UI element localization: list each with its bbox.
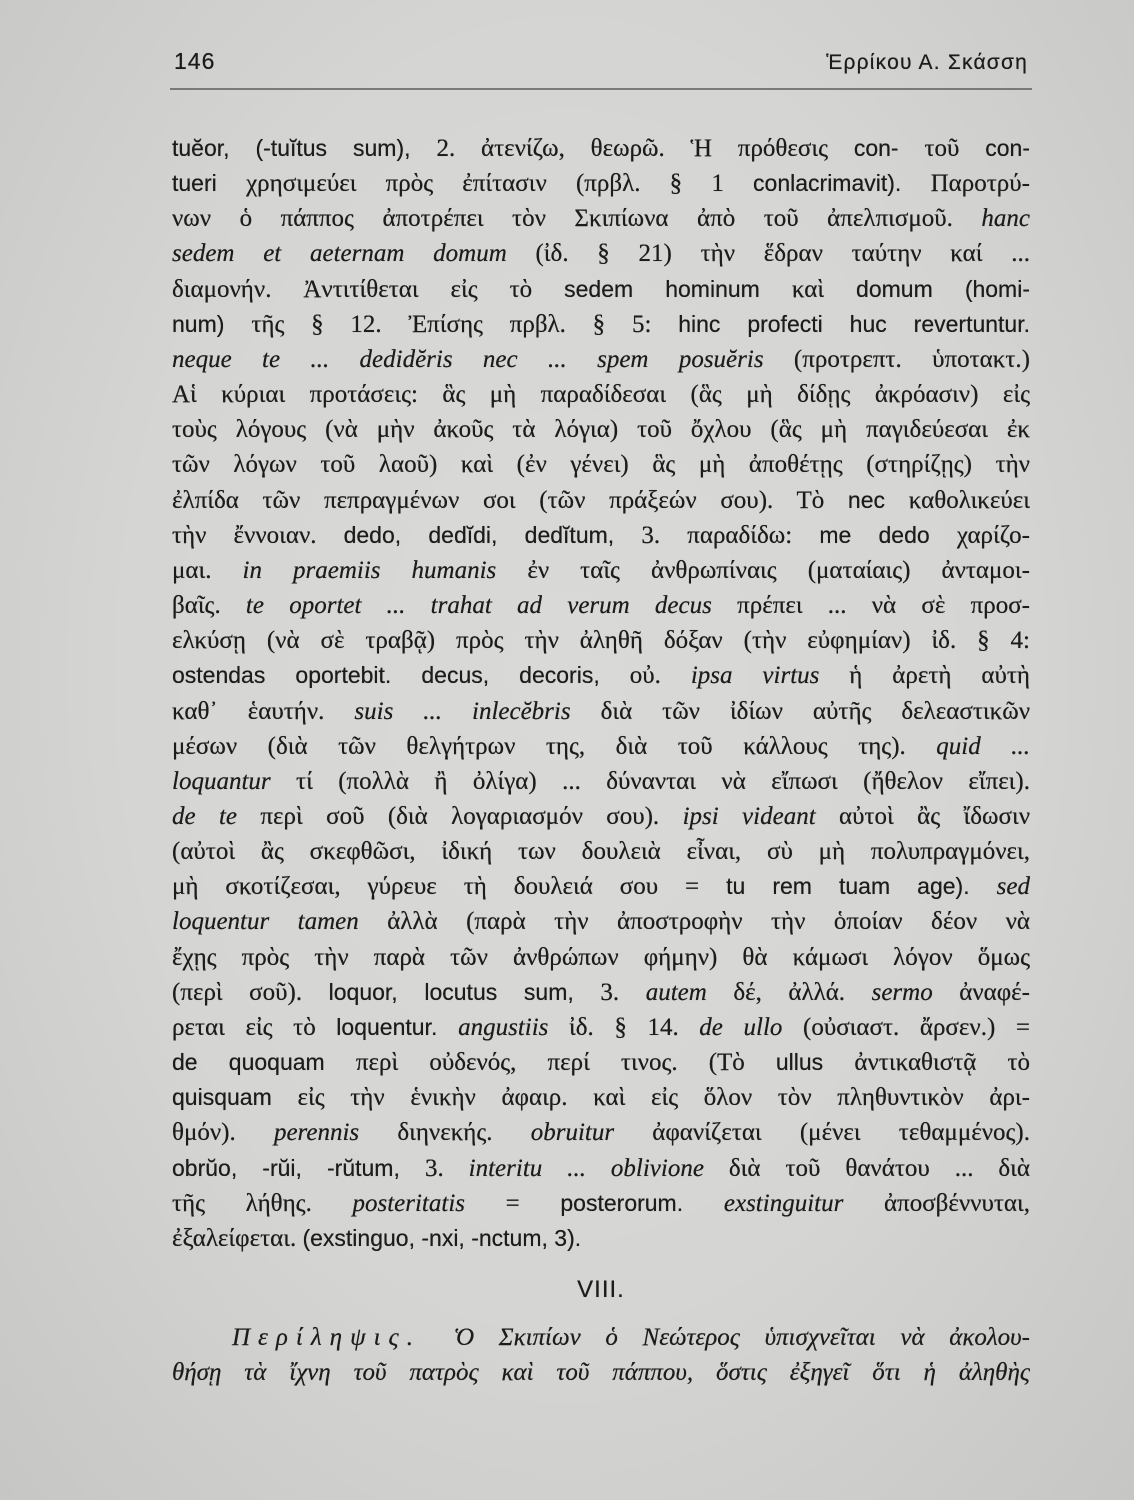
text-line-content [172,272,1030,307]
greek-text-run: τῶν λόγων τοῦ λαοῦ) καὶ (ἐν γένει) ἃς μὴ ἀποθέτῃς (στηρίζῃς) τὴν [172,451,1030,479]
text-line-content [172,166,1030,201]
greek-text-run: περὶ σοῦ (διὰ λογαριασμόν σου). [260,802,683,830]
latin-text-run: domum (homi- [856,275,1030,302]
latin-italic-run: in praemiis humanis [242,556,528,584]
greek-text-run: 3. [600,978,646,1006]
greek-text-run: διὰ τοῦ θανάτου ... διὰ [728,1154,1030,1182]
text-line-content [172,201,1030,236]
latin-text-run: me dedo [819,521,957,548]
text-line-content [172,764,1030,799]
greek-text-run: βαῖς. [172,592,246,620]
latin-italic-run: posteritatis [352,1189,506,1217]
latin-italic-run: loquantur [172,767,297,795]
greek-text-run: διὰ τῶν ἰδίων αὐτῆς δελεαστικῶν [600,697,1030,725]
greek-text-run: (προτρεπτ. ὑποτακτ.) [793,345,1030,373]
greek-text-run: (οὐσιαστ. ἄρσεν.) = [802,1013,1030,1041]
latin-italic-run: suis ... inlecĕbris [354,697,601,725]
latin-italic-run: sermo [871,978,960,1006]
text-line-content [172,236,1030,271]
latin-text-run: tueri [172,170,247,197]
latin-text-run: ullus [775,1049,855,1076]
latin-italic-run: sedem et aeternam domum [172,240,536,268]
text-line [172,1355,1030,1390]
latin-italic-run: exstinguitur [723,1189,884,1217]
greek-text-run: τοὺς λόγους (νὰ μὴν ἀκοῦς τὰ λόγια) τοῦ ὄχλου (ἃς μὴ παγιδεύεσαι ἐκ [172,416,1030,444]
greek-text-run: τί (πολλὰ ἢ ὀλίγα) ... δύνανται νὰ εἴπωσι (ἤθελον εἴπει). [296,767,1030,795]
greek-text-run: χαρίζο- [956,521,1030,549]
latin-text-run: loquentur. [336,1013,459,1040]
text-line [172,1010,1030,1045]
text-line-content [172,623,1030,658]
greek-text-run: θμόν). [172,1119,274,1147]
greek-text-run: (αὐτοὶ ἂς σκεφθῶσι, ἰδική των δουλειὰ εἶναι, σὺ μὴ πολυπραγμόνει, [172,838,1030,866]
text-line-content [232,1320,1030,1355]
greek-text-run: 2. ἀτενίζω, θεωρῶ. Ἡ πρόθεσις [436,135,854,162]
text-line-content [172,658,1030,693]
latin-italic-run: loquentur tamen [172,908,388,936]
greek-italic-run: θήσῃ τὰ ἴχνη τοῦ πατρὸς καὶ τοῦ πάππου, ὅστις ἐξηγεῖ ὅτι ἡ ἀληθὴς [172,1359,1030,1386]
text-line [172,940,1030,975]
greek-text-run: περὶ οὐδενός, περί τινος. (Τὸ [355,1049,776,1077]
text-line-content [172,518,1030,553]
latin-text-run: conlacrimavit). [753,170,931,197]
text-line-content [172,869,1030,904]
text-line [172,412,1030,447]
text-line-content [172,553,1030,588]
greek-text-run: 3. παραδίδω: [641,521,820,549]
body-text [172,131,1030,1256]
greek-text-run: ἀναφέ- [959,978,1030,1006]
text-line [172,131,1030,166]
greek-text-run: Παροτρύ- [930,170,1030,198]
text-line [172,834,1030,869]
header-rule [170,88,1032,90]
text-line [172,904,1030,939]
text-line [172,1045,1030,1080]
text-line-content [172,940,1030,975]
greek-text-run: πρέπει ... νὰ σὲ προσ- [737,592,1030,620]
latin-italic-run: de ullo [699,1013,803,1041]
greek-text-run: τῆς λήθης. [172,1189,353,1217]
text-line-content [172,447,1030,482]
greek-text-run: 3. [424,1154,469,1182]
latin-italic-run: obruitur [530,1119,653,1147]
greek-text-run: ἀλλὰ (παρὰ τὴν ἀποστροφὴν τὴν ὁποίαν δέον νὰ [387,908,1030,936]
latin-text-run: loquor, locutus sum, [328,978,601,1005]
text-line [172,1320,1030,1355]
text-line-content [172,131,1030,166]
text-line-content [172,834,1030,869]
latin-italic-run: de te [172,802,261,830]
text-line-content [172,694,1030,729]
section-heading: VIII. [577,1276,625,1303]
text-line-content [172,975,1030,1010]
greek-text-run: καθ᾽ ἑαυτήν. [172,697,355,725]
latin-text-run: ostendas oportebit. decus, decoris, [172,662,630,689]
greek-text-run: διηνεκής. [397,1119,531,1147]
text-line-content [172,1186,1030,1221]
text-line [172,483,1030,518]
latin-italic-run: hanc [981,205,1030,233]
text-line [172,588,1030,623]
text-line [172,342,1030,377]
greek-text-run: ἡ ἀρετὴ αὐτὴ [849,662,1030,690]
greek-text-run: ἔχῃς πρὸς τὴν παρὰ τῶν ἀνθρώπων φήμην) θὰ κάμωσι λόγον ὅμως [172,943,1030,971]
greek-text-run: (περὶ σοῦ). [172,978,329,1006]
greek-text-run: δέ, ἀλλά. [733,978,872,1006]
latin-text-run: sedem hominum [564,275,792,302]
text-line [172,799,1030,834]
latin-text-run: (exstinguo, -nxi, -nctum, 3). [302,1224,582,1251]
text-line [172,623,1030,658]
latin-text-run: de quoquam [172,1049,356,1076]
running-title: Ἑρρίκου Α. Σκάσση [826,51,1028,74]
greek-text-run: Αἱ κύριαι προτάσεις: ἃς μὴ παραδίδεσαι (ἃς μὴ δίδῃς ἀκρόασιν) εἰς [172,381,1030,409]
text-line-content [172,799,1030,834]
latin-text-run: tuĕor, (-tuĭtus sum), [172,135,437,161]
text-line [172,201,1030,236]
text-line-content [172,1115,1030,1150]
greek-text-run: ἐξαλείφεται. [172,1224,303,1252]
greek-text-run: ἰδ. § 14. [568,1013,700,1041]
latin-italic-run: te oportet ... trahat ad verum decus [245,592,738,620]
text-line [172,272,1030,307]
greek-text-run: ἀποσβέννυται, [883,1189,1030,1217]
greek-italic-run: Ὁ Σκιπίων ὁ Νεώτερος ὑπισχνεῖται νὰ ἀκολου- [453,1324,1030,1351]
text-line [172,729,1030,764]
text-line-content [172,904,1030,939]
greek-text-run: = [505,1189,561,1217]
greek-text-run: ἐν ταῖς ἀνθρωπίναις (ματαίαις) ἀνταμοι- [527,556,1030,584]
greek-text-run: ἀντικαθιστᾷ τὸ [854,1049,1030,1077]
greek-text-run: ελκύσῃ (νὰ σὲ τραβᾷ) πρὸς τὴν ἀληθῆ δόξαν (τὴν εὐφημίαν) ἰδ. § 4: [172,627,1030,655]
greek-text-run: τὴν ἔννοιαν. [172,521,344,549]
greek-text-run: οὐ. [629,662,691,690]
text-line-content [172,1080,1030,1115]
summary-paragraph [172,1320,1030,1390]
text-line [172,1186,1030,1221]
text-line [172,1080,1030,1115]
text-line-content [172,483,1030,518]
greek-text-run: ἐλπίδα τῶν πεπραγμένων σοι (τῶν πράξεών σου). Τὸ [172,486,848,514]
greek-text-run: (ἰδ. § 21) τὴν ἕδραν ταύτην καί ... [535,240,1030,268]
text-line-content [172,412,1030,447]
text-line [172,447,1030,482]
latin-italic-run: perennis [273,1119,398,1147]
greek-text-run: ρεται εἰς τὸ [172,1013,337,1041]
text-line [172,694,1030,729]
greek-text-run: μέσων (διὰ τῶν θελγήτρων της, διὰ τοῦ κάλλους της). [172,732,937,760]
latin-italic-run: neque te ... dedidĕris nec ... spem posuĕris [172,345,794,373]
text-line [172,658,1030,693]
latin-text-run: hinc profecti huc revertuntur. [678,310,1030,337]
greek-text-run: μαι. [172,556,243,584]
greek-text-run: μὴ σκοτίζεσαι, γύρευε τὴ δουλειά σου = [172,873,727,901]
text-line [172,764,1030,799]
text-line-content [172,342,1030,377]
text-line-content [172,377,1030,412]
latin-text-run: obrŭo, -rŭi, -rŭtum, [172,1154,425,1181]
latin-text-run: dedo, dedĭdi, dedĭtum, [343,521,642,548]
text-line [172,166,1030,201]
text-line-content [172,1221,581,1256]
text-line-content [172,1151,1030,1186]
greek-text-run: αὐτοὶ ἂς ἴδωσιν [839,802,1030,830]
latin-italic-run: ipsa virtus [690,662,850,690]
text-line [172,1115,1030,1150]
text-line-content [172,307,1030,342]
latin-text-run: con- [853,135,925,161]
spaced-heading-run: Περίληψις. [232,1324,454,1351]
page-number: 146 [174,48,216,74]
text-line-content [172,588,1030,623]
text-line [172,377,1030,412]
text-line [172,975,1030,1010]
greek-text-run: καὶ [791,275,857,303]
greek-text-run: τοῦ [924,135,986,162]
latin-text-run: con- [985,135,1030,161]
text-line-content [172,1355,1030,1390]
latin-text-run: tu rem tuam age). [726,873,997,900]
latin-italic-run: ipsi videant [682,802,840,830]
text-line [172,869,1030,904]
latin-italic-run: interitu ... oblivione [468,1154,729,1182]
text-line-content [172,1010,1030,1045]
latin-text-run: num) [172,310,252,337]
latin-text-run: quisquam [172,1084,298,1111]
text-line [172,553,1030,588]
greek-text-run: καθολικεύει [908,486,1030,514]
greek-text-run: ἀφανίζεται (μένει τεθαμμένος). [652,1119,1030,1147]
text-line [172,518,1030,553]
latin-italic-run: autem [645,978,734,1006]
text-line [172,1221,1030,1256]
latin-italic-run: quid ... [936,732,1030,760]
text-line [172,307,1030,342]
latin-italic-run: sed [996,873,1030,901]
latin-text-run: posterorum. [560,1189,724,1216]
greek-text-run: διαμονήν. Ἀντιτίθεται εἰς τὸ [172,275,565,303]
greek-text-run: εἰς τὴν ἑνικὴν ἀφαιρ. καὶ εἰς ὅλον τὸν πληθυντικὸν ἀρι- [297,1084,1030,1112]
text-line [172,1151,1030,1186]
greek-text-run: νων ὁ πάππος ἀποτρέπει τὸν Σκιπίωνα ἀπὸ τοῦ ἀπελπισμοῦ. [172,205,982,233]
text-line-content [172,1045,1030,1080]
latin-italic-run: angustiis [458,1013,569,1041]
greek-text-run: τῆς § 12. Ἐπίσης πρβλ. § 5: [251,310,679,338]
greek-text-run: χρησιμεύει πρὸς ἐπίτασιν (πρβλ. § 1 [246,170,754,198]
latin-text-run: nec [847,486,909,513]
text-line-content [172,729,1030,764]
text-line [172,236,1030,271]
